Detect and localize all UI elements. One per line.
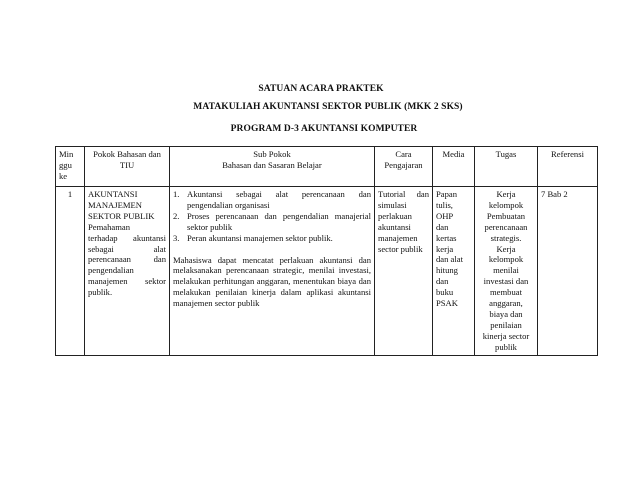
pokok-title-line: MANAJEMEN xyxy=(88,199,142,210)
pokok-tiu-line: pengendalian xyxy=(88,265,134,276)
header-sub-line: Sub Pokok xyxy=(253,149,291,159)
header-media: Media xyxy=(433,147,475,187)
tugas-line: membuat xyxy=(490,287,522,298)
header-pokok-bahasan xyxy=(85,147,170,187)
pokok-tiu-line: terhadap akuntansi xyxy=(88,232,166,243)
header-referensi: Referensi xyxy=(538,147,598,187)
lesson-plan-table xyxy=(55,146,598,356)
tugas-line: Kerja xyxy=(496,189,516,199)
sub-pokok-list xyxy=(173,189,371,244)
header-cara-line: Pengajaran xyxy=(384,159,423,170)
pokok-tiu-line: manajemen sektor xyxy=(88,276,166,287)
document-title: SATUAN ACARA PRAKTEK xyxy=(258,84,384,94)
tugas-line: menilai xyxy=(493,265,519,276)
media-line: buku xyxy=(436,287,454,298)
pokok-tiu-line: perencanaan dan xyxy=(88,254,166,265)
list-item-text: Proses perencanaan dan pengendalian manajerial sektor publik xyxy=(187,210,371,232)
header-minggu-line: ke xyxy=(59,170,68,181)
media-line: Papan xyxy=(436,189,458,199)
header-pokok-line: TIU xyxy=(119,159,135,170)
cell-referensi: 7 Bab 2 xyxy=(538,187,598,356)
list-item-number: 1. xyxy=(173,189,180,199)
learning-objective-paragraph: Mahasiswa dapat mencatat perlakuan akuntansi dan melaksanakan perencanaan strategic, menilai investasi, melakukan perhitungan anggaran, menentukan biaya dan melakukan penilaian kinerja dalam aplikasi akuntansi manajemen sector publik xyxy=(173,254,371,309)
tugas-line: perencanaan xyxy=(484,221,528,232)
tugas-line: kelompok xyxy=(488,254,524,265)
pokok-title-line: SEKTOR PUBLIK xyxy=(88,210,155,221)
media-line: OHP xyxy=(436,210,454,221)
cara-line: perlakuan xyxy=(378,210,412,221)
tugas-line: penilaian xyxy=(490,319,522,330)
cell-cara-pengajaran xyxy=(375,187,433,356)
cell-sub-pokok xyxy=(170,187,375,356)
pokok-tiu-line: Pemahaman xyxy=(88,221,130,232)
table-header-row xyxy=(56,147,598,187)
cara-line: akuntansi xyxy=(378,221,411,232)
table-row xyxy=(56,187,598,356)
tugas-line: investasi dan xyxy=(483,276,529,287)
tugas-line: anggaran, xyxy=(489,298,523,309)
tugas-line: Pembuatan xyxy=(486,210,526,221)
list-item-number: 2. xyxy=(173,210,180,221)
tugas-line: kelompok xyxy=(488,199,524,210)
media-line: dan xyxy=(436,276,449,287)
pokok-tiu-line: sebagai alat xyxy=(88,243,166,254)
media-line: PSAK xyxy=(436,298,458,309)
list-item-number: 3. xyxy=(173,232,180,243)
cell-media xyxy=(433,187,475,356)
list-item-text: Akuntansi sebagai alat perencanaan dan pengendalian organisasi xyxy=(187,189,371,210)
cell-minggu: 1 xyxy=(56,187,85,356)
pokok-tiu-line: publik. xyxy=(88,287,113,298)
program-title: PROGRAM D-3 AKUNTANSI KOMPUTER xyxy=(230,124,418,134)
media-line: dan alat xyxy=(436,254,463,265)
tugas-line: publik xyxy=(495,341,517,352)
header-cara-pengajaran xyxy=(375,147,433,187)
header-minggu xyxy=(56,147,85,187)
tugas-line: strategis. xyxy=(490,232,522,243)
list-item xyxy=(173,211,371,233)
media-line: kerja xyxy=(436,243,454,254)
header-sub-line: Bahasan dan Sasaran Belajar xyxy=(222,159,322,170)
header-tugas: Tugas xyxy=(475,147,538,187)
list-item xyxy=(173,189,371,211)
header-sub-pokok xyxy=(170,147,375,187)
tugas-line: Kerja xyxy=(496,243,516,254)
media-line: hitung xyxy=(436,265,458,276)
tugas-line: biaya dan xyxy=(489,308,523,319)
list-item xyxy=(173,233,371,244)
cara-line: sector publik xyxy=(378,243,423,254)
media-line: dan xyxy=(436,221,449,232)
media-line: tulis, xyxy=(436,199,453,210)
cara-line: Tutorial dan xyxy=(378,189,429,199)
header-cara-line: Cara xyxy=(395,149,412,159)
pokok-title-line: AKUNTANSI xyxy=(88,189,138,199)
cara-line: manajemen xyxy=(378,232,418,243)
course-title: MATAKULIAH AKUNTANSI SEKTOR PUBLIK (MKK 2 SKS) xyxy=(193,102,463,112)
media-line: kertas xyxy=(436,232,457,243)
tugas-line: kinerja sector xyxy=(482,330,530,341)
cara-line: simulasi xyxy=(378,199,407,210)
header-minggu-line: ggu xyxy=(59,159,72,170)
list-item-text: Peran akuntansi manajemen sektor publik. xyxy=(187,232,333,243)
header-pokok-line: Pokok Bahasan dan xyxy=(93,149,161,159)
cell-tugas xyxy=(475,187,538,356)
cell-pokok-bahasan xyxy=(85,187,170,356)
header-minggu-line: Min xyxy=(59,149,74,159)
